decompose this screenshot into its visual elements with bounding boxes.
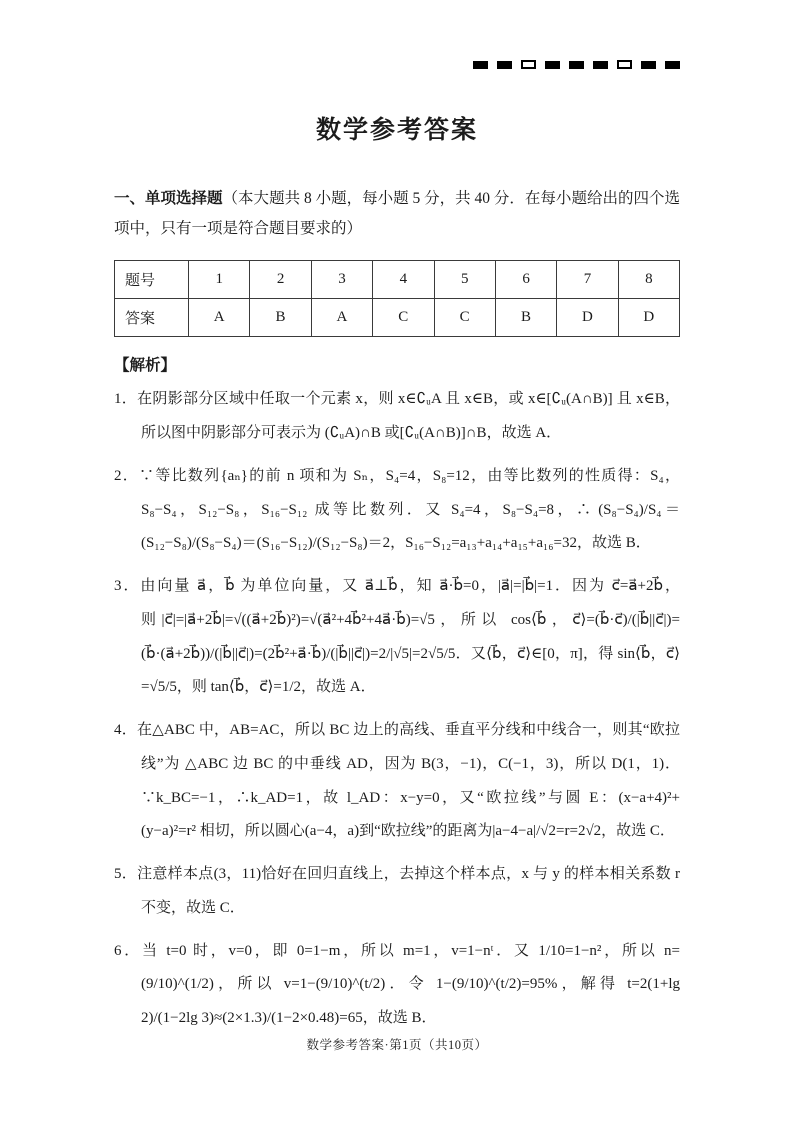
table-cell-number: 1: [189, 261, 250, 299]
page-footer: 数学参考答案·第1页（共10页）: [306, 1038, 488, 1052]
table-cell-answer: C: [434, 299, 495, 337]
table-cell-number: 6: [495, 261, 556, 299]
table-cell-number: 8: [618, 261, 679, 299]
table-cell-answer: B: [250, 299, 311, 337]
open-square-mark-icon: [521, 60, 536, 69]
answer-table: [114, 260, 680, 337]
table-row-answers: [115, 299, 680, 337]
filled-square-mark-icon: [593, 61, 608, 69]
filled-square-mark-icon: [665, 61, 680, 69]
table-cell-number: 4: [373, 261, 434, 299]
header-marks: [473, 60, 680, 69]
solution-item-1: 1．在阴影部分区域中任取一个元素 x，则 x∈∁ᵤA 且 x∈B，或 x∈[∁ᵤ(A∩B)] 且 x∈B，所以图中阴影部分可表示为 (∁ᵤA)∩B 或[∁ᵤ(A∩B)]∩B，故选 A．: [114, 391, 680, 442]
table-cell-answer: C: [373, 299, 434, 337]
solution-item-4: 4．在△ABC 中，AB=AC，所以 BC 边上的高线、垂直平分线和中线合一，则其“欧拉线”为 △ABC 边 BC 的中垂线 AD，因为 B(3，−1)，C(−1，3)，所以 D(1，1)．∵k_BC=−1，∴k_AD=1，故 l_AD：x−y=0，又“欧拉线”与圆 E：(x−a+4)²+(y−a)²=r² 相切，所以圆心(a−4，a)到“欧拉线”的距离为|a−4−a|/√2=r=2√2，故选 C．: [114, 722, 680, 840]
analysis-label: 【解析】: [114, 357, 177, 375]
section-heading: [114, 184, 680, 244]
table-cell-answer: B: [495, 299, 556, 337]
section-heading-desc: （本大题共 8 小题，每小题 5 分，共 40 分．在每小题给出的四个选项中，只有一项是符合题目要求的）: [114, 190, 680, 238]
solution-item-6: 6．当 t=0 时，v=0，即 0=1−m，所以 m=1，v=1−nᵗ．又 1/10=1−n²，所以 n=(9/10)^(1/2)，所以 v=1−(9/10)^(t/2)．令 1−(9/10)^(t/2)=95%，解得 t=2(1+lg 2)/(1−2lg 3)≈(2×1.3)/(1−2×0.48)=65，故选 B．: [114, 942, 680, 1027]
solution-item-2: 2．∵等比数列{aₙ}的前 n 项和为 Sₙ，S₄=4，S₈=12，由等比数列的性质得：S₄，S₈−S₄，S₁₂−S₈，S₁₆−S₁₂ 成等比数列．又 S₄=4，S₈−S₄=8，∴ (S₈−S₄)/S₄＝(S₁₂−S₈)/(S₈−S₄)＝(S₁₆−S₁₂)/(S₁₂−S₈)＝2，S₁₆−S₁₂=a₁₃+a₁₄+a₁₅+a₁₆=32，故选 B．: [114, 467, 680, 552]
page-title: 数学参考答案: [315, 117, 478, 144]
table-cell-answer: A: [311, 299, 372, 337]
table-cell-number: 7: [557, 261, 618, 299]
solution-item-5: 5．注意样本点(3，11)恰好在回归直线上，去掉这个样本点，x 与 y 的样本相关系数 r 不变，故选 C．: [114, 866, 680, 916]
solution-item-3: 3．由向量 a⃗，b⃗ 为单位向量，又 a⃗⊥b⃗，知 a⃗·b⃗=0，|a⃗|=|b⃗|=1．因为 c⃗=a⃗+2b⃗，则|c⃗|=|a⃗+2b⃗|=√((a⃗+2b⃗)²)=√(a⃗²+4b⃗²+4a⃗·b⃗)=√5，所以 cos⟨b⃗，c⃗⟩=(b⃗·c⃗)/(|b⃗||c⃗|)=(b⃗·(a⃗+2b⃗))/(|b⃗||c⃗|)=(2b⃗²+a⃗·b⃗)/(|b⃗||c⃗|)=2/|√5|=2√5/5．又⟨b⃗，c⃗⟩∈[0，π]，得 sin⟨b⃗，c⃗⟩=√5/5，则 tan⟨b⃗，c⃗⟩=1/2，故选 A．: [114, 578, 680, 696]
table-cell-number: 5: [434, 261, 495, 299]
filled-square-mark-icon: [473, 61, 488, 69]
table-cell-number: 3: [311, 261, 372, 299]
open-square-mark-icon: [617, 60, 632, 69]
table-cell-number: 2: [250, 261, 311, 299]
filled-square-mark-icon: [641, 61, 656, 69]
table-cell-question-label: 题号: [115, 261, 189, 299]
filled-square-mark-icon: [569, 61, 584, 69]
table-cell-answer: A: [189, 299, 250, 337]
table-cell-answer-label: 答案: [115, 299, 189, 337]
table-cell-answer: D: [557, 299, 618, 337]
filled-square-mark-icon: [545, 61, 560, 69]
section-heading-label: 一、单项选择题: [114, 190, 223, 207]
table-row-numbers: [115, 261, 680, 299]
filled-square-mark-icon: [497, 61, 512, 69]
table-cell-answer: D: [618, 299, 679, 337]
